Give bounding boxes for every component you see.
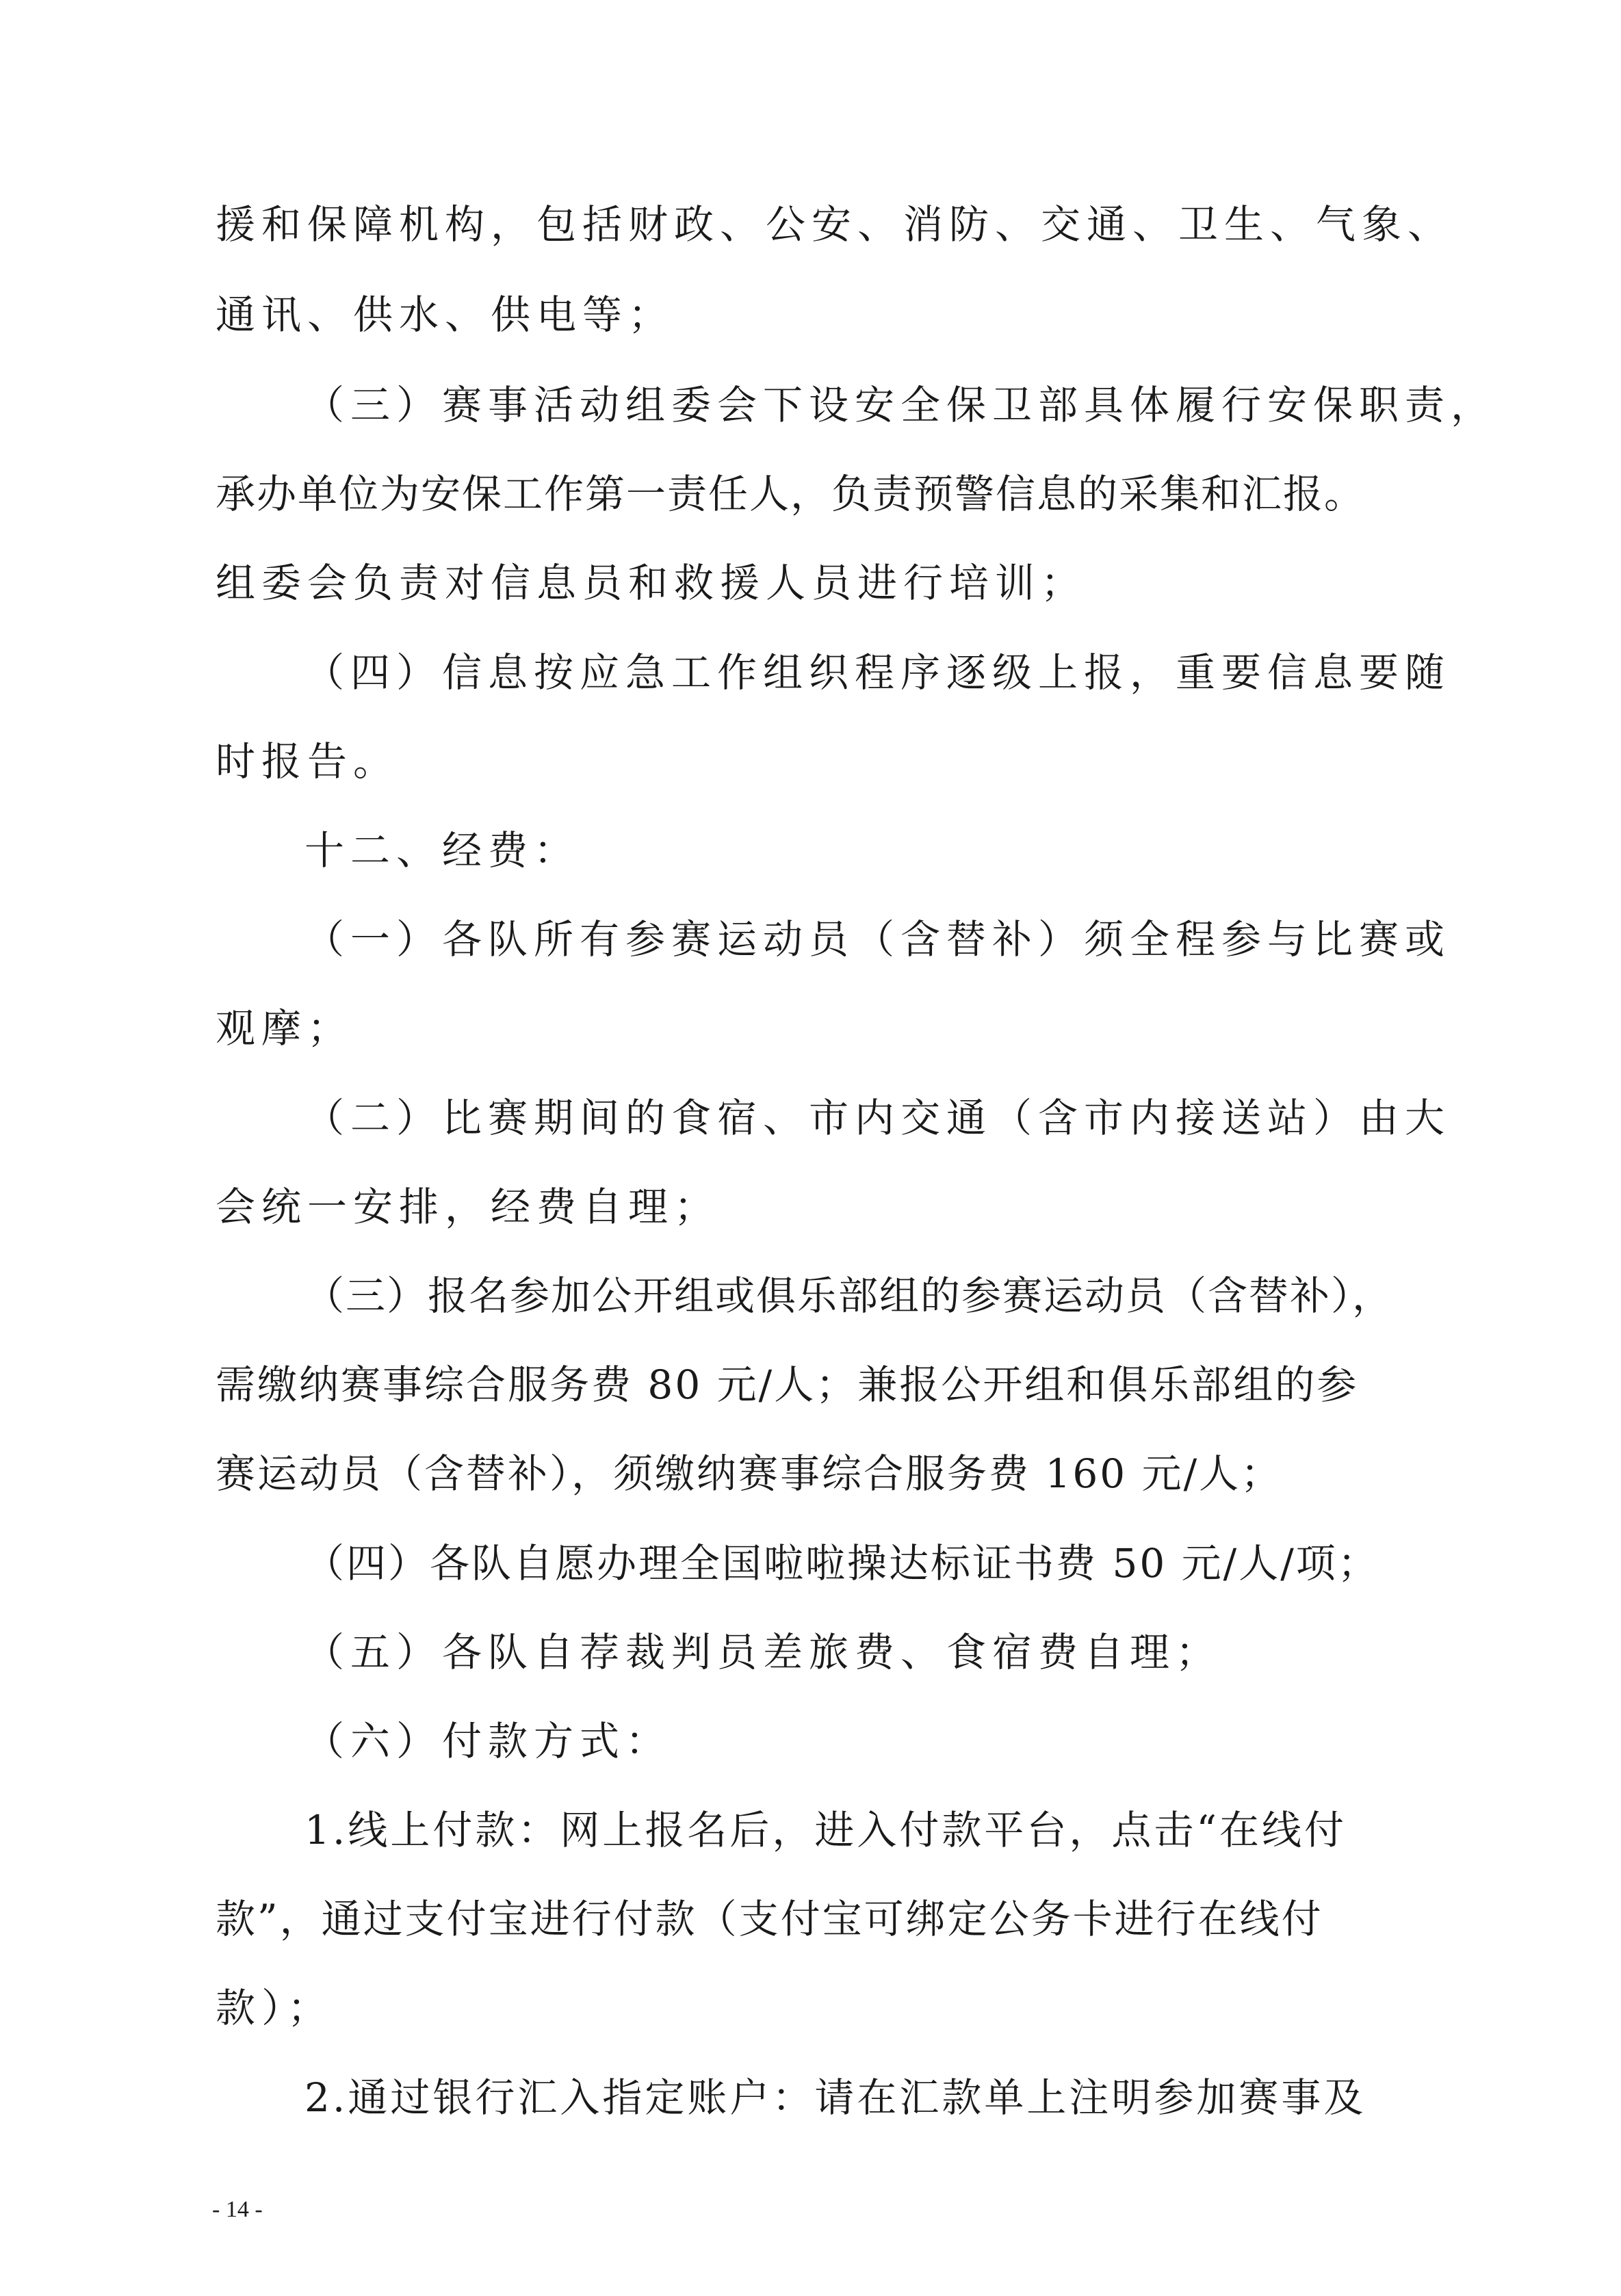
text-line-12: 会统一安排，经费自理； [216,1184,721,1230]
text-line-13: （三）报名参加公开组或俱乐部组的参赛运动员（含替补）， [304,1273,1394,1319]
text-line-21: 款）； [216,1985,334,2031]
text-line-6: （四）信息按应急工作组织程序逐级上报，重要信息要随 [304,649,1451,696]
text-line-2: 通讯、供水、供电等； [216,291,675,338]
text-line-22: 2.通过银行汇入指定账户：请在汇款单上注明参加赛事及 [304,2074,1366,2121]
text-line-14: 需缴纳赛事综合服务费 80 元/人；兼报公开组和俱乐部组的参 [216,1361,1359,1408]
text-line-9: （一）各队所有参赛运动员（含替补）须全程参与比赛或 [304,916,1451,963]
text-line-17: （五）各队自荐裁判员差旅费、食宿费自理； [304,1629,1222,1675]
section-heading-funding: 十二、经费： [304,827,580,874]
text-line-7: 时报告。 [216,738,400,785]
text-line-19: 1.线上付款：网上报名后，进入付款平台，点击“在线付 [304,1807,1347,1853]
text-line-16: （四）各队自愿办理全国啦啦操达标证书费 50 元/人/项； [304,1540,1379,1587]
text-line-11: （二）比赛期间的食宿、市内交通（含市内接送站）由大 [304,1095,1451,1141]
text-line-15: 赛运动员（含替补），须缴纳赛事综合服务费 160 元/人； [216,1450,1283,1497]
text-line-3: （三）赛事活动组委会下设安全保卫部具体履行安保职责， [304,382,1497,428]
text-line-10: 观摩； [216,1005,354,1052]
text-line-4: 承办单位为安保工作第一责任人，负责预警信息的采集和汇报。 [216,471,1366,517]
text-line-20: 款”，通过支付宝进行付款（支付宝可绑定公务卡进行在线付 [216,1896,1323,1942]
text-line-18: （六）付款方式： [304,1718,672,1764]
text-line-5: 组委会负责对信息员和救援人员进行培训； [216,560,1087,606]
text-line-1: 援和保障机构，包括财政、公安、消防、交通、卫生、气象、 [216,201,1454,248]
page-number: - 14 - [212,2197,263,2222]
